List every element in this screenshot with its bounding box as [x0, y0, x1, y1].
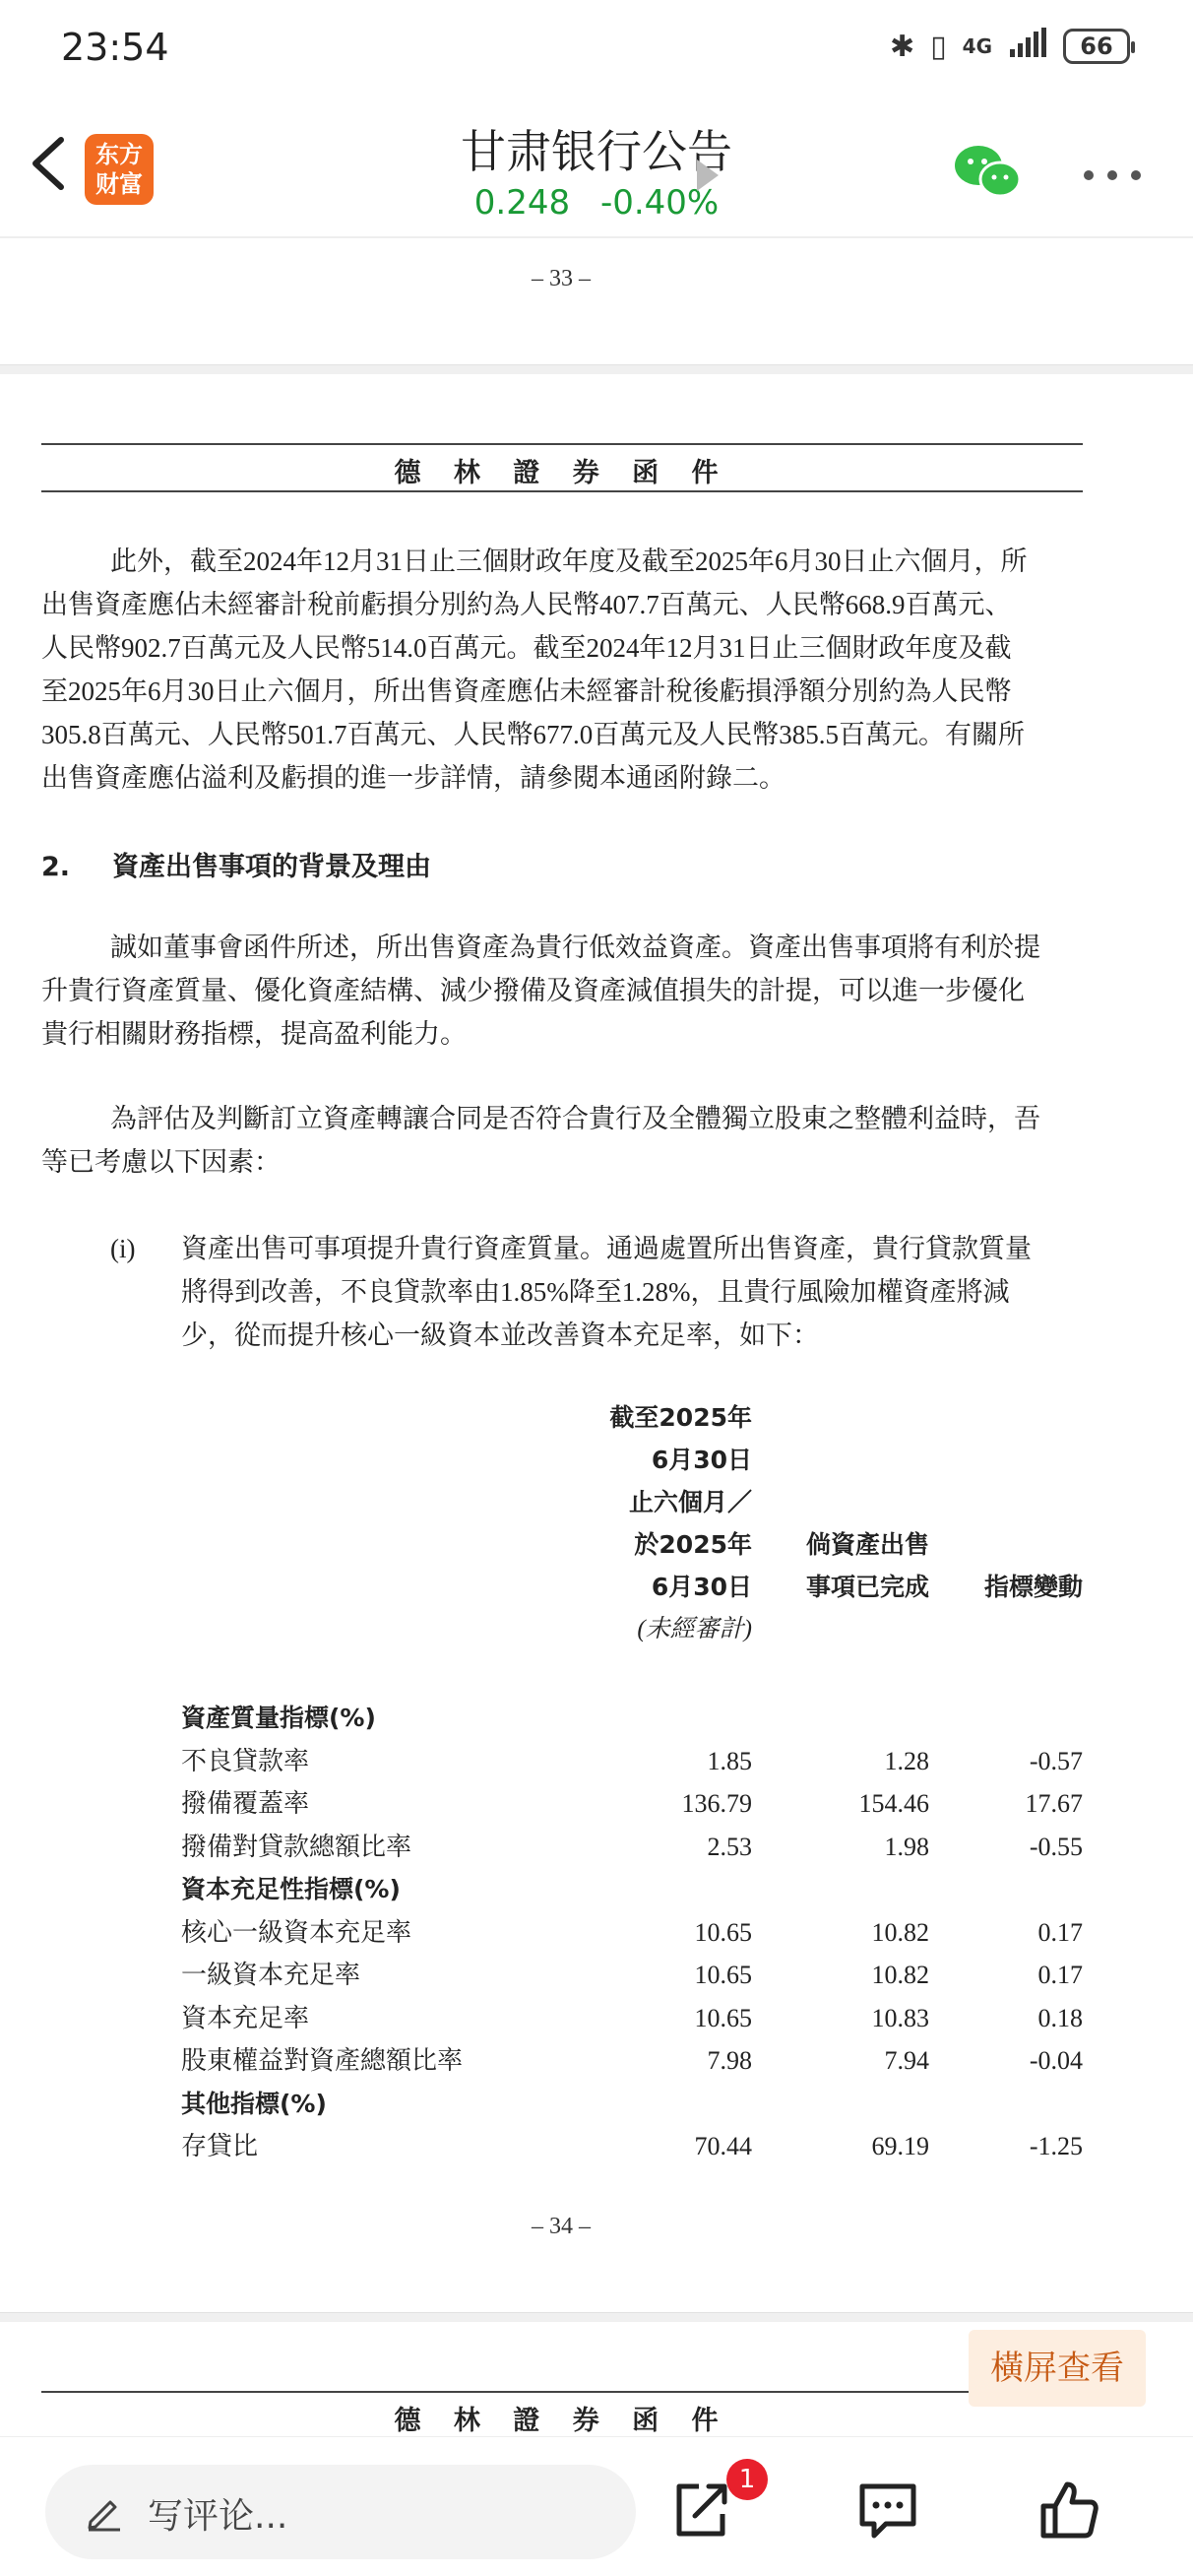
- page-break: [0, 2312, 1193, 2322]
- list-item-i: [110, 1227, 1083, 1357]
- play-triangle-icon[interactable]: [697, 160, 719, 191]
- text-line: 出售資產應佔溢利及虧損的進一步詳情，請參閱本通函附錄二。: [41, 763, 785, 793]
- row-label: 撥備覆蓋率: [181, 1789, 310, 1818]
- comment-input[interactable]: [45, 2465, 636, 2559]
- cell-change: 17.67: [1025, 1789, 1083, 1818]
- table-row: [181, 2039, 1083, 2082]
- more-dots-icon: [1083, 170, 1142, 180]
- app-logo[interactable]: 东方财富: [85, 134, 154, 205]
- bluetooth-icon: ✱: [890, 29, 915, 64]
- cell-change: 0.18: [1037, 2003, 1083, 2032]
- header-line: 止六個月／: [628, 1488, 752, 1516]
- table-row: [181, 1740, 1083, 1782]
- cell-current: 10.65: [694, 1917, 752, 1947]
- title-rule-top: [41, 443, 1083, 445]
- letter-title: 德 林 證 券 函 件: [394, 458, 730, 488]
- row-label: 其他指標(%): [181, 2089, 327, 2118]
- text-line: 貴行相關財務指標，提高盈利能力。: [41, 1019, 467, 1049]
- cell-current: 2.53: [707, 1832, 752, 1861]
- cell-change: 0.17: [1037, 1917, 1083, 1947]
- bottom-bar: [0, 2436, 1193, 2576]
- cell-proforma: 7.94: [884, 2046, 929, 2075]
- row-label: 不良貸款率: [181, 1746, 310, 1775]
- table-row: [181, 2125, 1083, 2167]
- row-label: 存貸比: [181, 2132, 259, 2160]
- cell-proforma: 10.82: [871, 1961, 929, 1989]
- header-line: 倘資產出售: [805, 1530, 929, 1559]
- cell-current: 70.44: [694, 2132, 752, 2160]
- text-line: 至2025年6月30日止六個月，所出售資產應佔未經審計稅後虧損淨額分別約為人民幣: [41, 676, 1012, 706]
- column-header-current: [595, 1396, 752, 1650]
- header-line: 6月30日: [651, 1573, 752, 1601]
- share-badge: 1: [726, 2459, 768, 2500]
- text-line: 305.8百萬元、人民幣501.7百萬元、人民幣677.0百萬元及人民幣385.5百萬元。有關所: [41, 720, 1025, 749]
- like-button[interactable]: [1037, 2479, 1100, 2542]
- column-header-proforma: [772, 1523, 929, 1608]
- header-note: (未經審計): [637, 1616, 752, 1642]
- text-line: 資產出售可事項提升貴行資產質量。通過處置所出售資產，貴行貸款質量: [181, 1234, 1032, 1263]
- wechat-icon: [953, 142, 1022, 201]
- stock-price: 0.248: [473, 183, 571, 223]
- cell-current: 1.85: [707, 1746, 752, 1775]
- more-button[interactable]: [1083, 165, 1142, 175]
- cell-change: -1.25: [1029, 2132, 1083, 2160]
- header-line: 6月30日: [651, 1446, 752, 1474]
- row-label: 資產質量指標(%): [181, 1704, 376, 1732]
- section-heading: [41, 845, 431, 883]
- pencil-icon: [85, 2492, 124, 2532]
- text-line: 等已考慮以下因素：: [41, 1147, 281, 1177]
- text-line: 將得到改善，不良貸款率由1.85%降至1.28%，且貴行風險加權資產將減: [181, 1277, 1010, 1307]
- header-line: 事項已完成: [805, 1573, 929, 1601]
- title-rule-bottom: [41, 490, 1083, 492]
- signal-bars-icon: [1008, 28, 1047, 65]
- app-header: [0, 98, 1193, 236]
- page-number-34: – 34 –: [532, 2214, 591, 2239]
- chat-bubble-icon: [856, 2479, 919, 2542]
- cell-proforma: 1.98: [884, 1832, 929, 1861]
- row-label: 股東權益對資產總額比率: [181, 2046, 464, 2075]
- row-label: 一級資本充足率: [181, 1961, 361, 1989]
- title-rule-top: [41, 2391, 1083, 2393]
- column-header-change: 指標變動: [983, 1573, 1083, 1601]
- table-row: [181, 1997, 1083, 2039]
- status-time: 23:54: [61, 26, 169, 69]
- cell-change: -0.55: [1029, 1832, 1083, 1861]
- paragraph-reasons: [41, 926, 1083, 1056]
- table-row: [181, 1954, 1083, 1996]
- paragraph-factors: [41, 1097, 1083, 1184]
- text-line: 誠如董事會函件所述，所出售資產為貴行低效益資產。資產出售事項將有利於提: [110, 933, 1040, 962]
- list-marker: (i): [110, 1234, 136, 1263]
- table-group-row: [181, 1697, 1083, 1739]
- section-number: 2.: [41, 852, 71, 882]
- stock-change: -0.40%: [599, 183, 720, 223]
- table-group-row: [181, 2083, 1083, 2125]
- page-break: [0, 364, 1193, 374]
- wechat-share-button[interactable]: [953, 142, 1022, 201]
- thumbs-up-icon: [1037, 2479, 1100, 2542]
- cell-change: -0.04: [1029, 2046, 1083, 2075]
- landscape-view-button[interactable]: 橫屏查看: [969, 2330, 1146, 2407]
- header-line: 於2025年: [634, 1530, 752, 1559]
- page-title: 甘肃银行公告: [461, 125, 732, 178]
- cell-current: 136.79: [681, 1789, 752, 1818]
- header-divider: [0, 236, 1193, 238]
- signal-label: 4G: [962, 34, 992, 58]
- vibrate-icon: ▯: [930, 29, 947, 64]
- section-title: 資產出售事項的背景及理由: [112, 852, 431, 882]
- text-line: 人民幣902.7百萬元及人民幣514.0百萬元。截至2024年12月31日止三個財政年度及截: [41, 633, 1012, 663]
- table-row: [181, 1782, 1083, 1825]
- battery-icon: 66: [1063, 29, 1130, 64]
- table-row: [181, 1911, 1083, 1954]
- cell-current: 7.98: [707, 2046, 752, 2075]
- status-icons: [890, 28, 1130, 65]
- cell-proforma: 10.82: [871, 1917, 929, 1947]
- cell-proforma: 1.28: [884, 1746, 929, 1775]
- comment-placeholder: 写评论...: [148, 2496, 288, 2537]
- cell-change: -0.57: [1029, 1746, 1083, 1775]
- text-line: 出售資產應佔未經審計稅前虧損分別約為人民幣407.7百萬元、人民幣668.9百萬元、: [41, 590, 1012, 619]
- row-label: 資本充足性指標(%): [181, 1875, 401, 1903]
- text-line: 少，從而提升核心一級資本並改善資本充足率，如下：: [181, 1320, 819, 1350]
- comments-button[interactable]: [856, 2479, 919, 2542]
- text-line: 此外，截至2024年12月31日止三個財政年度及截至2025年6月30日止六個月，所: [110, 547, 1028, 576]
- row-label: 資本充足率: [181, 2003, 310, 2032]
- cell-current: 10.65: [694, 1961, 752, 1989]
- cell-change: 0.17: [1037, 1961, 1083, 1989]
- page-number-33: – 33 –: [532, 266, 591, 291]
- table-group-row: [181, 1868, 1083, 1910]
- status-bar: [0, 0, 1193, 98]
- paragraph-losses: [41, 540, 1083, 800]
- header-line: 截至2025年: [609, 1403, 752, 1432]
- share-button[interactable]: [669, 2479, 732, 2542]
- row-label: 撥備對貸款總額比率: [181, 1832, 412, 1861]
- letter-title-next: 德 林 證 券 函 件: [394, 2406, 730, 2436]
- cell-current: 10.65: [694, 2003, 752, 2032]
- cell-proforma: 10.83: [871, 2003, 929, 2032]
- cell-proforma: 154.46: [858, 1789, 929, 1818]
- text-line: 升貴行資產質量、優化資產結構、減少撥備及資產減值損失的計提，可以進一步優化: [41, 976, 1025, 1005]
- text-line: 為評估及判斷訂立資產轉讓合同是否符合貴行及全體獨立股東之整體利益時，吾: [110, 1104, 1040, 1133]
- share-icon: [669, 2479, 732, 2542]
- row-label: 核心一級資本充足率: [181, 1917, 412, 1947]
- table-row: [181, 1826, 1083, 1868]
- cell-proforma: 69.19: [871, 2132, 929, 2160]
